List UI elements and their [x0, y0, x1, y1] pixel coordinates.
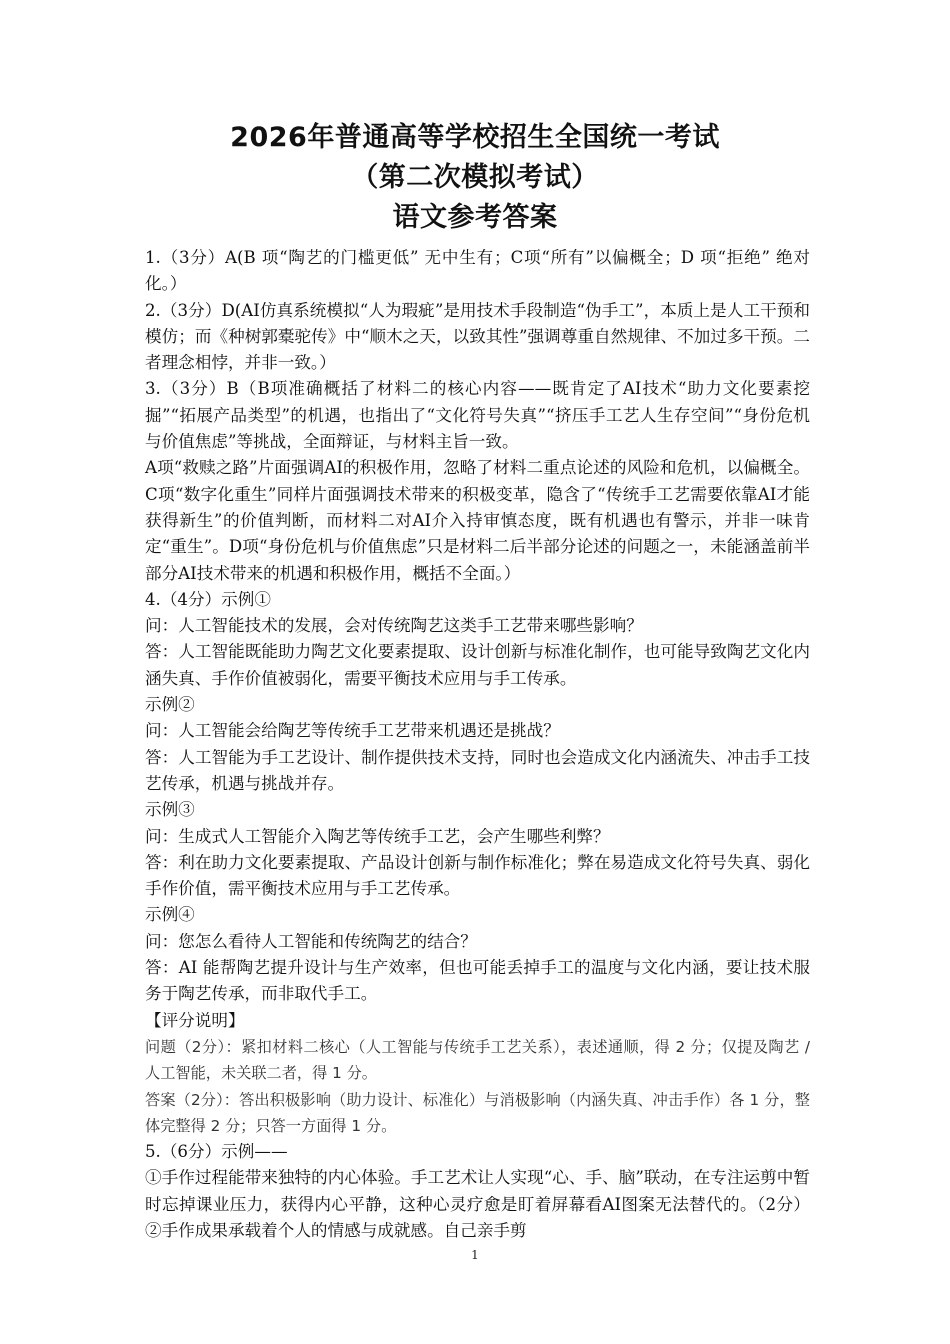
answer-q4-example4-answer: 答：AI 能帮陶艺提升设计与生产效率，但也可能丢掉手工的温度与文化内涵，要让技术服务于陶艺传承，而非取代手工。 [145, 958, 810, 1004]
exam-title: 2026年普通高等学校招生全国统一考试 [230, 122, 720, 153]
scoring-answer-criteria: 答案（2分）：答出积极影响（助力设计、标准化）与消极影响（内涵失真、冲击手作）各 1 分，整体完整得 2 分；只答一方面得 1 分。 [145, 1090, 810, 1135]
answer-q4-example2-answer: 答：人工智能为手工艺设计、制作提供技术支持，同时也会造成文化内涵流失、冲击手工技艺传承，机遇与挑战并存。 [145, 747, 810, 793]
exam-subtitle: （第二次模拟考试） [351, 162, 599, 193]
answer-body [145, 245, 810, 1244]
answer-q5-heading: 5.（6分）示例—— [145, 1142, 288, 1162]
answer-q4-example1-answer: 答：人工智能既能助力陶艺文化要素提取、设计创新与标准化制作，也可能导致陶艺文化内涵失真、手作价值被弱化，需要平衡技术应用与手工传承。 [145, 642, 810, 688]
answer-q4-example4-heading: 示例④ [145, 905, 195, 925]
answer-q4-example2-question: 问：人工智能会给陶艺等传统手工艺带来机遇还是挑战？ [145, 721, 560, 741]
scoring-question-criteria: 问题（2分）：紧扣材料二核心（人工智能与传统手工艺关系），表述通顺，得 2 分；仅提及陶艺 / 人工智能，未关联二者，得 1 分。 [145, 1037, 810, 1083]
answer-q4-example2-heading: 示例② [145, 695, 195, 715]
answer-q1: 1.（3分）A(B 项“陶艺的门槛更低” 无中生有；C项“所有”以偏概全；D 项“拒绝” 绝对化。） [145, 248, 810, 294]
answer-q3-part2: A项“救赎之路”片面强调AI的积极作用，忽略了材料二重点论述的风险和危机，以偏概全。C项“数字化重生”同样片面强调技术带来的积极变革，隐含了“传统手工艺需要依靠AI才能获得新生”的价值判断，而材料二对AI介入持审慎态度，既有机遇也有警示，并非一味肯定“重生”。D项“身份危机与价值焦虑”只是材料二后半部分论述的问题之一，未能涵盖前半部分AI技术带来的机遇和积极作用，概括不全面。） [145, 458, 810, 583]
answer-key-heading: 语文参考答案 [392, 202, 558, 233]
answer-q4-example3-heading: 示例③ [145, 800, 195, 820]
answer-q4-example3-question: 问：生成式人工智能介入陶艺等传统手工艺，会产生哪些利弊？ [145, 826, 610, 846]
answer-q4-heading: 4.（4分）示例① [145, 589, 271, 609]
answer-q3-part1: 3.（3分）B（B项准确概括了材料二的核心内容——既肯定了AI技术“助力文化要素挖掘”“拓展产品类型”的机遇，也指出了“文化符号失真”“挤压手工艺人生存空间”“身份危机与价值焦虑”等挑战，全面辩证，与材料主旨一致。 [145, 379, 810, 452]
answer-q4-example4-question: 问：您怎么看待人工智能和传统陶艺的结合？ [145, 931, 477, 951]
answer-q4-example3-answer: 答：利在助力文化要素提取、产品设计创新与制作标准化；弊在易造成文化符号失真、弱化手作价值，需平衡技术应用与手工艺传承。 [145, 852, 810, 899]
answer-q4-example1-question: 问：人工智能技术的发展，会对传统陶艺这类手工艺带来哪些影响？ [145, 616, 643, 636]
answer-q2: 2.（3分）D(AI仿真系统模拟“人为瑕疵”是用技术手段制造“伪手工”，本质上是人工干预和模仿；而《种树郭橐驼传》中“顺木之天，以致其性”强调尊重自然规律、不加过多干预。二者理念相悖，并非一致。） [145, 300, 810, 373]
page-number: 1 [471, 1248, 479, 1262]
scoring-heading: 【评分说明】 [145, 1010, 245, 1030]
answer-q5-body: ①手作过程能带来独特的内心体验。手工艺术让人实现“心、手、脑”联动，在专注运剪中暂时忘掉课业压力，获得内心平静，这种心灵疗愈是盯着屏幕看AI图案无法替代的。（2分）②手作成果承载着个人的情感与成就感。自己亲手剪 [145, 1168, 810, 1240]
